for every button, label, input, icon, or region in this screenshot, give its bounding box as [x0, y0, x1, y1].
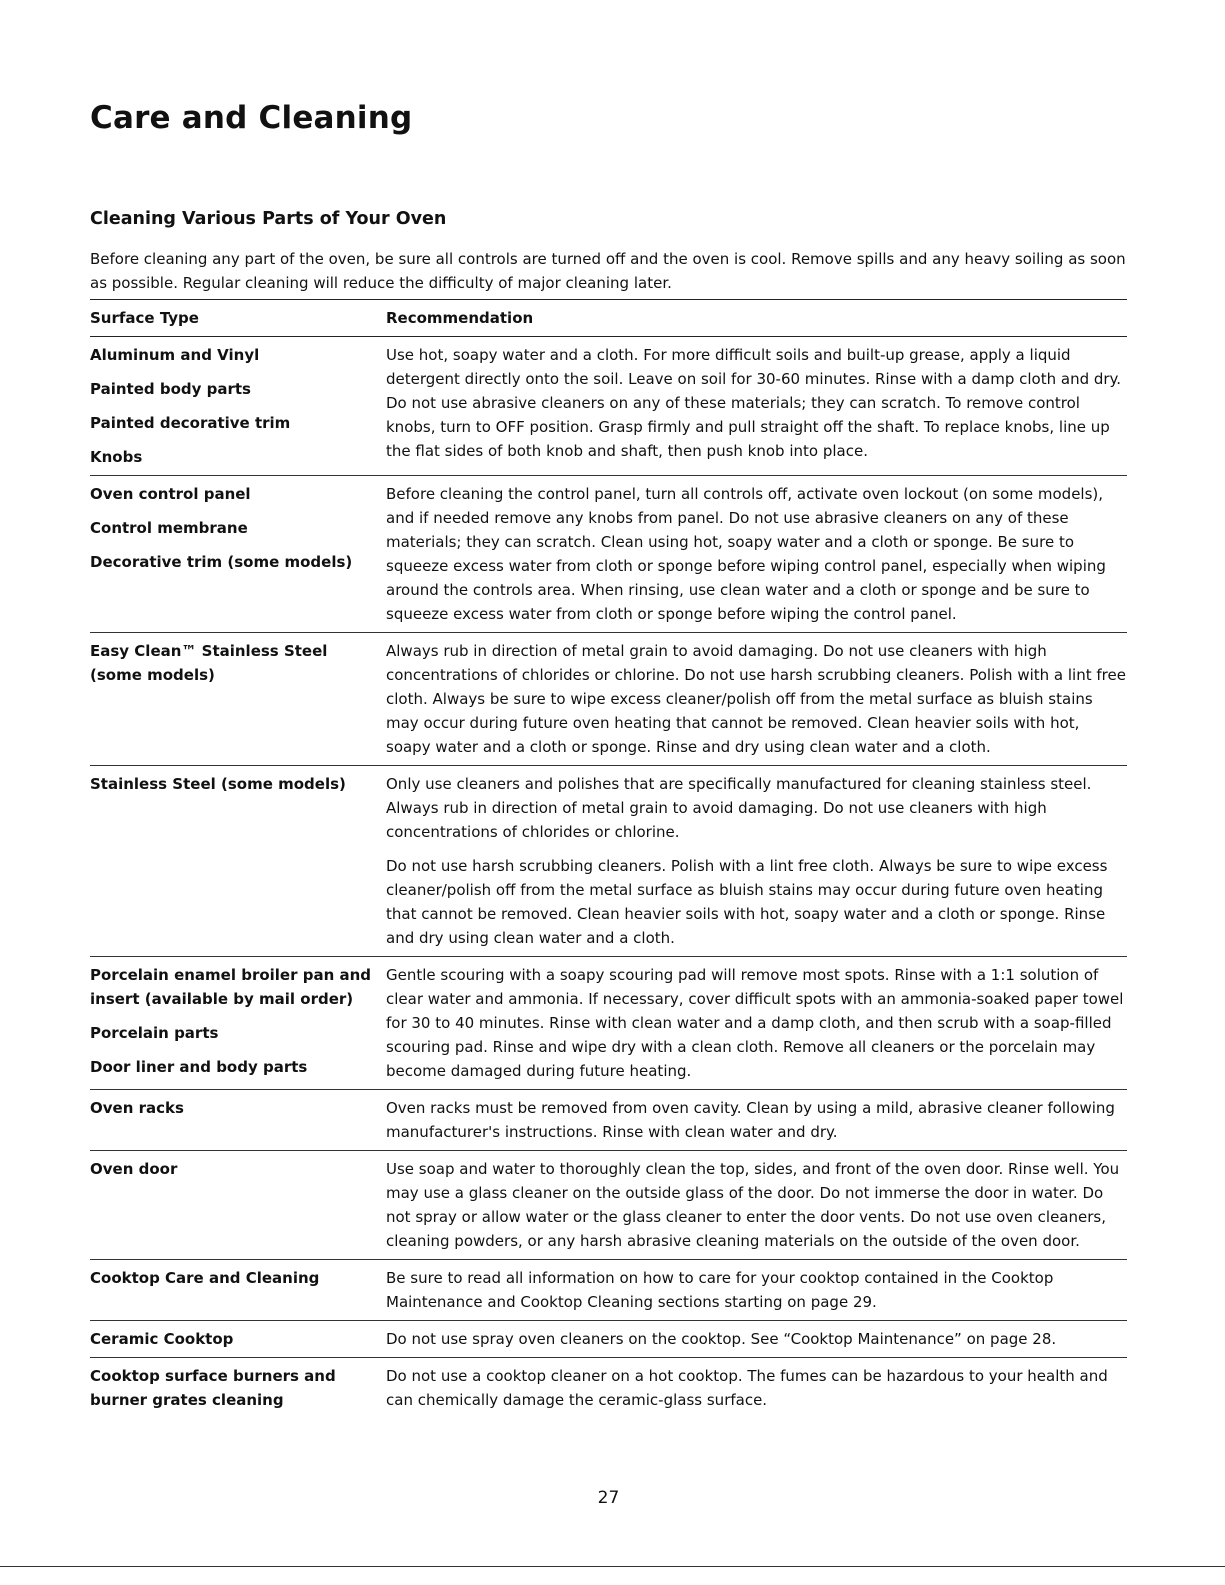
surface-label: Stainless Steel (some models): [90, 775, 346, 793]
surface-label: Aluminum and Vinyl: [90, 346, 260, 364]
recommendation-cell: [386, 963, 1127, 1083]
surface-label: Painted body parts: [90, 380, 251, 398]
surface-cell: [90, 1266, 386, 1314]
surface-cell: [90, 772, 386, 950]
page-number: 27: [597, 1488, 620, 1508]
table-row: [90, 476, 1127, 633]
recommendation-cell: [386, 1327, 1127, 1351]
bottom-divider: [0, 1566, 1225, 1567]
table-row: [90, 633, 1127, 766]
recommendation-cell: [386, 1157, 1127, 1253]
table-row: [90, 1260, 1127, 1321]
table-row: [90, 1090, 1127, 1151]
table-row: [90, 957, 1127, 1090]
recommendation-cell: [386, 343, 1127, 469]
surface-label: Easy Clean™ Stainless Steel (some models): [90, 642, 328, 684]
surface-cell: [90, 1096, 386, 1144]
table-row: [90, 337, 1127, 476]
table-row: [90, 1358, 1127, 1418]
surface-label: Control membrane: [90, 519, 248, 537]
recommendation-text: Before cleaning the control panel, turn all controls off, activate oven lockout (on some models), and if needed remove any knobs from panel. Do not use abrasive cleaners on any of these materials; they can scratch. Clean using hot, soapy water and a cloth or sponge. Be sure to squeeze excess water from cloth or sponge before wiping control panel, especially when wiping around the controls area. When rinsing, use clean water and a cloth or sponge and be sure to squeeze excess water from cloth or sponge before wiping the control panel.: [386, 485, 1106, 623]
recommendation-cell: [386, 1364, 1127, 1412]
recommendation-cell: [386, 482, 1127, 626]
surface-label: Porcelain parts: [90, 1024, 219, 1042]
surface-label: Oven racks: [90, 1099, 184, 1117]
section-heading: Cleaning Various Parts of Your Oven: [90, 209, 447, 229]
recommendation-cell: [386, 772, 1127, 950]
surface-cell: [90, 1364, 386, 1412]
recommendation-text: Oven racks must be removed from oven cavity. Clean by using a mild, abrasive cleaner following manufacturer's instructions. Rinse with clean water and dry.: [386, 1099, 1115, 1141]
surface-label: Painted decorative trim: [90, 414, 291, 432]
surface-label: Oven control panel: [90, 485, 251, 503]
surface-label: Cooktop surface burners and burner grates cleaning: [90, 1367, 336, 1409]
header-recommendation: Recommendation: [386, 309, 534, 327]
surface-label: Oven door: [90, 1160, 178, 1178]
surface-cell: [90, 343, 386, 469]
surface-label: Door liner and body parts: [90, 1058, 308, 1076]
surface-cell: [90, 1157, 386, 1253]
recommendation-text: Use hot, soapy water and a cloth. For more difficult soils and built-up grease, apply a liquid detergent directly onto the soil. Leave on soil for 30-60 minutes. Rinse with a damp cloth and dry. Do not use abrasive cleaners on any of these materials; they can scratch. To remove control knobs, turn to OFF position. Grasp firmly and pull straight off the shaft. To replace knobs, line up the flat sides of both knob and shaft, then push knob into place.: [386, 346, 1122, 460]
recommendation-text: Always rub in direction of metal grain to avoid damaging. Do not use cleaners with high concentrations of chlorides or chlorine. Do not use harsh scrubbing cleaners. Polish with a lint free cloth. Always be sure to wipe excess cleaner/polish off from the metal surface as bluish stains may occur during future oven heating that cannot be removed. Clean heavier soils with hot, soapy water and a cloth or sponge. Rinse and dry using clean water and a cloth.: [386, 642, 1126, 756]
recommendation-text: Do not use spray oven cleaners on the cooktop. See “Cooktop Maintenance” on page 28.: [386, 1330, 1057, 1348]
recommendation-cell: [386, 639, 1127, 759]
recommendation-text: Be sure to read all information on how to care for your cooktop contained in the Cooktop Maintenance and Cooktop Cleaning sections starting on page 29.: [386, 1269, 1054, 1311]
surface-label: Decorative trim (some models): [90, 553, 353, 571]
recommendation-cell: [386, 1266, 1127, 1314]
table-row: [90, 1151, 1127, 1260]
header-surface-type: Surface Type: [90, 309, 199, 327]
table-row: [90, 766, 1127, 957]
intro-paragraph: Before cleaning any part of the oven, be sure all controls are turned off and the oven is cool. Remove spills and any heavy soiling as soon as possible. Regular cleaning will reduce the difficulty of major cleaning later.: [90, 250, 1126, 292]
recommendation-text: Only use cleaners and polishes that are specifically manufactured for cleaning stainless steel. Always rub in direction of metal grain to avoid damaging. Do not use cleaners with high concentrations of chlorides or chlorine.: [386, 775, 1092, 841]
recommendation-text: Use soap and water to thoroughly clean the top, sides, and front of the oven door. Rinse well. You may use a glass cleaner on the outside glass of the door. Do not immerse the door in water. Do not spray or allow water or the glass cleaner to enter the door vents. Do not use oven cleaners, cleaning powders, or any harsh abrasive cleaning materials on the outside of the oven door.: [386, 1160, 1120, 1250]
recommendation-text: Do not use harsh scrubbing cleaners. Polish with a lint free cloth. Always be sure to wipe excess cleaner/polish off from the metal surface as bluish stains may occur during future oven heating that cannot be removed. Clean heavier soils with hot, soapy water and a cloth or sponge. Rinse and dry using clean water and a cloth.: [386, 857, 1108, 947]
surface-cell: [90, 1327, 386, 1351]
recommendation-text: Do not use a cooktop cleaner on a hot cooktop. The fumes can be hazardous to your health and can chemically damage the ceramic-glass surface.: [386, 1367, 1108, 1409]
recommendation-cell: [386, 1096, 1127, 1144]
surface-label: Porcelain enamel broiler pan and insert (available by mail order): [90, 966, 372, 1008]
table-row: [90, 1321, 1127, 1358]
cleaning-table: [90, 299, 1127, 1418]
table-header: [90, 299, 1127, 337]
surface-cell: [90, 639, 386, 759]
surface-cell: [90, 963, 386, 1083]
surface-cell: [90, 482, 386, 626]
recommendation-text: Gentle scouring with a soapy scouring pad will remove most spots. Rinse with a 1:1 solution of clear water and ammonia. If necessary, cover difficult spots with an ammonia-soaked paper towel for 30 to 40 minutes. Rinse with clean water and a damp cloth, and then scrub with a soap-filled scouring pad. Rinse and wipe dry with a clean cloth. Remove all cleaners or the porcelain may become damaged during future heating.: [386, 966, 1124, 1080]
surface-label: Ceramic Cooktop: [90, 1330, 234, 1348]
surface-label: Cooktop Care and Cleaning: [90, 1269, 320, 1287]
surface-label: Knobs: [90, 448, 143, 466]
page-title: Care and Cleaning: [90, 100, 413, 136]
